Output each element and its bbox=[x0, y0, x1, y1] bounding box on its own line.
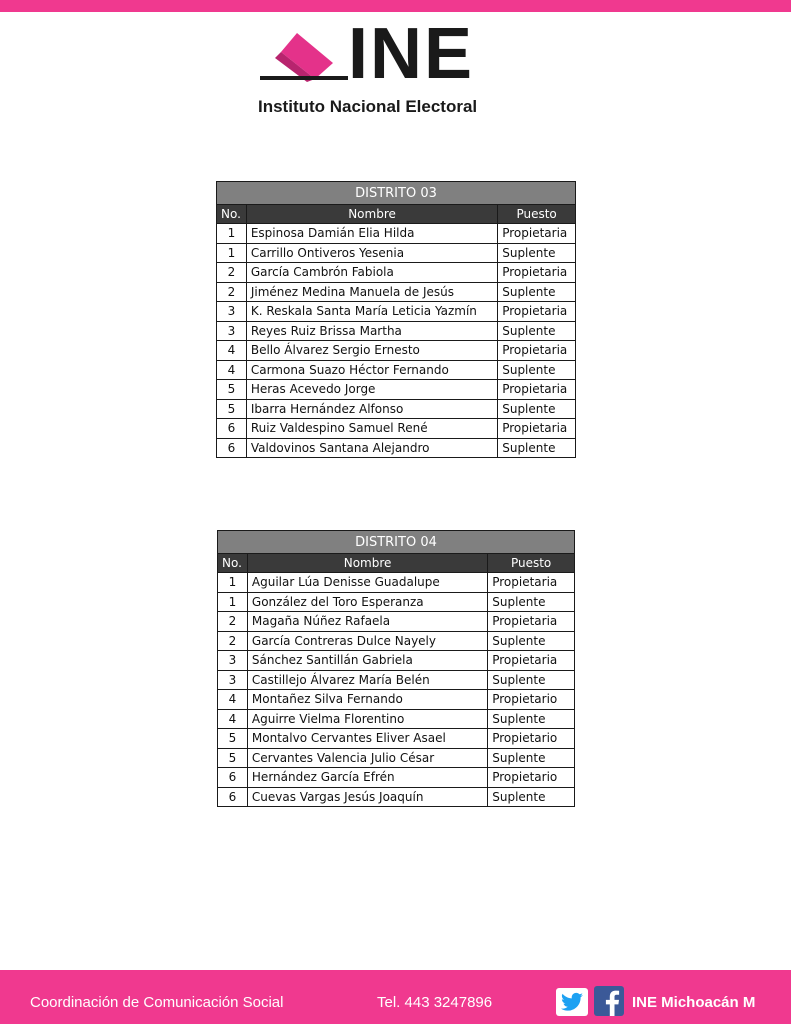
distrito-03-table bbox=[216, 181, 576, 458]
candidate-name: García Cambrón Fabiola bbox=[246, 263, 497, 283]
column-header-nombre: Nombre bbox=[247, 554, 487, 573]
row-number: 4 bbox=[218, 709, 248, 729]
candidate-position: Suplente bbox=[498, 282, 576, 302]
table-row bbox=[218, 612, 575, 632]
table-row bbox=[218, 592, 575, 612]
candidate-position: Propietario bbox=[488, 768, 575, 788]
row-number: 6 bbox=[218, 787, 248, 807]
candidate-name: Cervantes Valencia Julio César bbox=[247, 748, 487, 768]
candidate-name: Jiménez Medina Manuela de Jesús bbox=[246, 282, 497, 302]
table-row bbox=[217, 302, 576, 322]
ballot-box-logo-icon bbox=[255, 30, 350, 90]
candidate-name: Carrillo Ontiveros Yesenia bbox=[246, 243, 497, 263]
candidate-name: Valdovinos Santana Alejandro bbox=[246, 438, 497, 458]
row-number: 2 bbox=[218, 631, 248, 651]
candidate-position: Suplente bbox=[488, 670, 575, 690]
table-row bbox=[217, 263, 576, 283]
candidate-position: Propietaria bbox=[488, 651, 575, 671]
candidate-name: Cuevas Vargas Jesús Joaquín bbox=[247, 787, 487, 807]
ine-logo bbox=[255, 14, 530, 120]
candidate-position: Suplente bbox=[488, 787, 575, 807]
candidate-position: Propietaria bbox=[498, 380, 576, 400]
row-number: 5 bbox=[217, 380, 247, 400]
candidate-position: Propietaria bbox=[498, 302, 576, 322]
candidate-name: Montañez Silva Fernando bbox=[247, 690, 487, 710]
candidate-name: Castillejo Álvarez María Belén bbox=[247, 670, 487, 690]
candidate-position: Propietaria bbox=[498, 224, 576, 244]
table-row bbox=[217, 282, 576, 302]
candidate-position: Suplente bbox=[488, 592, 575, 612]
candidate-name: Carmona Suazo Héctor Fernando bbox=[246, 360, 497, 380]
table-row bbox=[218, 670, 575, 690]
candidate-position: Propietaria bbox=[498, 263, 576, 283]
institution-name: Instituto Nacional Electoral bbox=[258, 97, 478, 116]
candidate-name: Ruiz Valdespino Samuel René bbox=[246, 419, 497, 439]
candidate-name: K. Reskala Santa María Leticia Yazmín bbox=[246, 302, 497, 322]
candidate-name: Espinosa Damián Elia Hilda bbox=[246, 224, 497, 244]
row-number: 3 bbox=[218, 651, 248, 671]
candidate-name: Magaña Núñez Rafaela bbox=[247, 612, 487, 632]
candidate-name: Montalvo Cervantes Eliver Asael bbox=[247, 729, 487, 749]
table-row bbox=[217, 399, 576, 419]
row-number: 5 bbox=[218, 748, 248, 768]
table-row bbox=[217, 360, 576, 380]
row-number: 1 bbox=[218, 573, 248, 593]
row-number: 1 bbox=[217, 243, 247, 263]
row-number: 1 bbox=[218, 592, 248, 612]
row-number: 2 bbox=[217, 263, 247, 283]
column-header-puesto: Puesto bbox=[498, 205, 576, 224]
candidate-position: Suplente bbox=[498, 243, 576, 263]
top-accent-bar bbox=[0, 0, 791, 12]
column-header-puesto: Puesto bbox=[488, 554, 575, 573]
row-number: 3 bbox=[218, 670, 248, 690]
row-number: 6 bbox=[217, 419, 247, 439]
row-number: 2 bbox=[217, 282, 247, 302]
table-row bbox=[218, 709, 575, 729]
candidate-name: Hernández García Efrén bbox=[247, 768, 487, 788]
candidate-name: García Contreras Dulce Nayely bbox=[247, 631, 487, 651]
twitter-icon[interactable] bbox=[556, 988, 588, 1016]
table-row bbox=[218, 651, 575, 671]
table-row bbox=[218, 729, 575, 749]
table-row bbox=[218, 690, 575, 710]
table-row bbox=[217, 438, 576, 458]
table-row bbox=[218, 748, 575, 768]
column-header-no: No. bbox=[217, 205, 247, 224]
footer-phone: Tel. 443 3247896 bbox=[377, 994, 493, 1011]
row-number: 4 bbox=[218, 690, 248, 710]
candidate-position: Suplente bbox=[498, 321, 576, 341]
row-number: 4 bbox=[217, 341, 247, 361]
table-title: DISTRITO 03 bbox=[217, 182, 576, 205]
table-row bbox=[218, 573, 575, 593]
table-row bbox=[217, 380, 576, 400]
table-title: DISTRITO 04 bbox=[218, 531, 575, 554]
table-row bbox=[217, 243, 576, 263]
candidate-position: Propietaria bbox=[488, 573, 575, 593]
candidate-name: González del Toro Esperanza bbox=[247, 592, 487, 612]
table-row bbox=[217, 321, 576, 341]
logo-wordmark: INE bbox=[348, 14, 475, 94]
footer-bar bbox=[0, 970, 791, 1024]
row-number: 6 bbox=[217, 438, 247, 458]
table-row bbox=[217, 419, 576, 439]
facebook-icon[interactable] bbox=[594, 986, 624, 1016]
table-row bbox=[218, 631, 575, 651]
candidate-name: Bello Álvarez Sergio Ernesto bbox=[246, 341, 497, 361]
candidate-position: Suplente bbox=[498, 438, 576, 458]
candidate-position: Propietario bbox=[488, 690, 575, 710]
row-number: 6 bbox=[218, 768, 248, 788]
row-number: 4 bbox=[217, 360, 247, 380]
table-row bbox=[218, 787, 575, 807]
candidate-name: Aguilar Lúa Denisse Guadalupe bbox=[247, 573, 487, 593]
distrito-04-table bbox=[217, 530, 575, 807]
candidate-position: Suplente bbox=[488, 709, 575, 729]
row-number: 2 bbox=[218, 612, 248, 632]
candidate-position: Propietaria bbox=[498, 341, 576, 361]
candidate-name: Aguirre Vielma Florentino bbox=[247, 709, 487, 729]
column-header-no: No. bbox=[218, 554, 248, 573]
table-row bbox=[218, 768, 575, 788]
table-row bbox=[217, 224, 576, 244]
row-number: 5 bbox=[217, 399, 247, 419]
candidate-position: Propietaria bbox=[488, 612, 575, 632]
row-number: 3 bbox=[217, 321, 247, 341]
row-number: 5 bbox=[218, 729, 248, 749]
candidate-position: Suplente bbox=[498, 360, 576, 380]
candidate-position: Suplente bbox=[498, 399, 576, 419]
candidate-name: Sánchez Santillán Gabriela bbox=[247, 651, 487, 671]
candidate-position: Propietaria bbox=[498, 419, 576, 439]
candidate-position: Propietario bbox=[488, 729, 575, 749]
row-number: 1 bbox=[217, 224, 247, 244]
candidate-name: Heras Acevedo Jorge bbox=[246, 380, 497, 400]
candidate-position: Suplente bbox=[488, 631, 575, 651]
row-number: 3 bbox=[217, 302, 247, 322]
candidate-name: Ibarra Hernández Alfonso bbox=[246, 399, 497, 419]
table-row bbox=[217, 341, 576, 361]
column-header-nombre: Nombre bbox=[246, 205, 497, 224]
footer-social-handle[interactable]: INE Michoacán M bbox=[632, 994, 756, 1011]
footer-coordination: Coordinación de Comunicación Social bbox=[30, 994, 284, 1011]
candidate-name: Reyes Ruiz Brissa Martha bbox=[246, 321, 497, 341]
candidate-position: Suplente bbox=[488, 748, 575, 768]
